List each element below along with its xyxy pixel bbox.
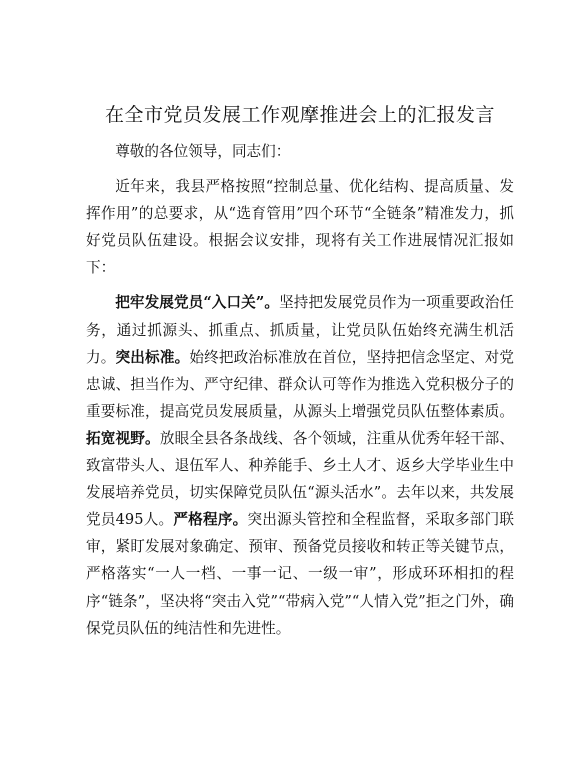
intro-paragraph: 近年来，我县严格按照“控制总量、优化结构、提高质量、发挥作用”的总要求，从“选育管用”四个环节“全链条”精准发力，抓好党员队伍建设。根据会议安排，现将有关工作进展情况汇报如下： [86,178,514,277]
point-text-vision: 放眼全县各条战线、各个领域，注重从优秀年轻干部、致富带头人、退伍军人、种养能手、乡土人才、返乡大学毕业生中发展培养党员，切实保障党员队伍“源头活水”。去年以来，共发展党员495人。 [86,429,514,529]
point-text-procedure: 突出源头管控和全程监督，采取多部门联审，紧盯发展对象确定、预审、预备党员接收和转正等关键节点，严格落实“一人一档、一事一记、一级一审”，形成环环相扣的程序“链条”，坚决将“突击入党”“带病入党”“人情入党”拒之门外，确保党员队伍的纯洁性和先进性。 [86,511,514,637]
point-text-standard: 始终把政治标准放在首位，坚持把信念坚定、对党忠诚、担当作为、严守纪律、群众认可等作为推选入党积极分子的重要标准，提高党员发展质量，从源头上增强党员队伍整体素质。 [86,348,514,420]
document-body [86,138,514,642]
salutation: 尊敬的各位领导，同志们： [115,143,291,160]
point-label-vision: 拓宽视野。 [86,429,160,447]
section-body: 坚持把发展党员作为一项重要政治任务，通过抓源头、抓重点、抓质量，让党员队伍始终充满生机活力。 [86,294,514,366]
point-label-standard: 突出标准。 [115,348,190,366]
point-label-procedure: 严格程序。 [173,511,248,529]
section-paragraph [86,289,514,641]
document-title: 在全市党员发展工作观摩推进会上的汇报发言 [104,104,495,126]
section-heading: 把牢发展党员“入口关”。 [115,294,280,312]
